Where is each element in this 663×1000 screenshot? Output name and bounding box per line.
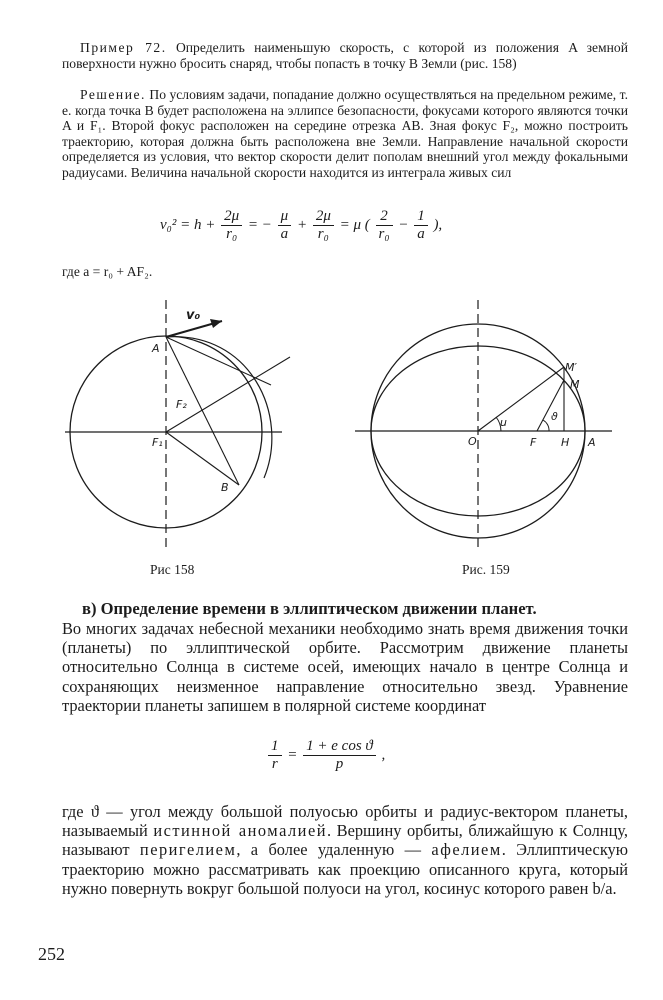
label-h: H [561, 436, 570, 449]
section-paragraph-2: где ϑ — угол между большой полуосью орбиты и радиус-вектором планеты, называемый истинной аномалией. Вершину орбиты, ближайшую к Солнцу, называют перигелием, а более удаленную — афелием. Эллиптическую траекторию можно рассматривать как проекцию описанного круга, который нужно повернуть вокруг большой полуоси на угол, косинус которого равен b/a. [62, 802, 628, 898]
figure-158 [60, 295, 290, 555]
figure-159 [350, 295, 620, 555]
label-m: M [570, 378, 580, 391]
label-a: A [588, 436, 596, 449]
fraction: $\frac{\mu}{a}$ [278, 208, 292, 243]
label-a: A [152, 342, 160, 355]
angle-theta-arc [543, 420, 549, 431]
solution-label: Решение. [80, 87, 146, 102]
solution-text: По условиям задачи, попадание должно осуществляться на предельном режиме, т. е. когда точка B будет расположена на эллипсе безопасности, фокусами которого являются точки A и F₁. Второй фокус расположен на середине отрезка AB. Зная фокус F₂, можно построить траекторию, которая должна быть расположена вне Земли. Направление начальной скорости определяется из условия, что вектор скорости делит пополам внешний угол между фокальными радиусами. Величина начальной скорости находится из интеграла живых сил [62, 87, 628, 180]
example-text: Определить наименьшую скорость, с которой из положения A земной поверхности нужно бросить снаряд, чтобы попасть в точку B Земли (рис. 158) [62, 40, 628, 71]
fraction: $\frac{2\mu}{\text{r₀}}$ [313, 208, 334, 243]
example-label: Пример 72. [80, 40, 167, 55]
caption-fig-159: Рис. 159 [462, 562, 510, 577]
formula-orbit-equation: $\frac{1}{r}$ = $\frac{\text{1 + e cos ϑ}}{p}$ , [266, 738, 385, 773]
term-true-anomaly: истинной аномалией [153, 821, 327, 841]
caption-fig-158: Рис 158 [150, 562, 195, 577]
page-number: 252 [38, 944, 65, 964]
section-paragraph-1: Во многих задачах небесной механики необходимо знать время движения точки (планеты) по эллиптической орбите. Рассмотрим движение планеты относительно Солнца в системе осей, имеющих начало в центре Солнца и сохраняющих неизменное направление относительно звезд. Уравнение траектории планеты запишем в полярной системе координат [62, 619, 628, 715]
example-paragraph [62, 40, 628, 71]
label-u: u [500, 416, 507, 429]
fraction: $\frac{\text{1 + e cos ϑ}}{p}$ [303, 738, 376, 773]
label-f: F [530, 436, 537, 449]
fraction: $\frac{1}{a}$ [414, 208, 428, 243]
label-m-prime: M′ [565, 361, 577, 374]
label-f2: F₂ [176, 398, 187, 411]
fraction: $\frac{2\mu}{\text{r₀}}$ [221, 208, 242, 243]
term-aphelion: афелием [431, 840, 502, 860]
label-o: O [468, 435, 477, 448]
radius-line [166, 357, 290, 432]
formula-energy-integral: v₀² = h + $\frac{2\mu}{\text{r₀}}$ = − $\frac{\mu}{a}$ + $\frac{2\mu}{\text{r₀}}$ = μ ( $\frac{2}{\text{r₀}}$ − $\frac{1}{a}$ ), [160, 208, 443, 242]
where-a-line: где a = r₀ + AF₂. [62, 264, 153, 279]
velocity-arrowhead [210, 319, 222, 328]
label-v0: v₀ [186, 308, 201, 323]
term-perihelion: перигелием [139, 840, 237, 860]
label-theta: ϑ [551, 410, 558, 423]
label-f1: F₁ [152, 436, 163, 449]
fraction: $\frac{2}{\text{r₀}}$ [376, 208, 393, 243]
line-fm [537, 380, 564, 431]
section-heading: в) Определение времени в эллиптическом движении планет. [82, 599, 537, 618]
solution-paragraph [62, 87, 628, 181]
radius-f1b [166, 432, 239, 485]
fraction: $\frac{1}{r}$ [268, 738, 282, 773]
label-b: B [221, 481, 229, 494]
